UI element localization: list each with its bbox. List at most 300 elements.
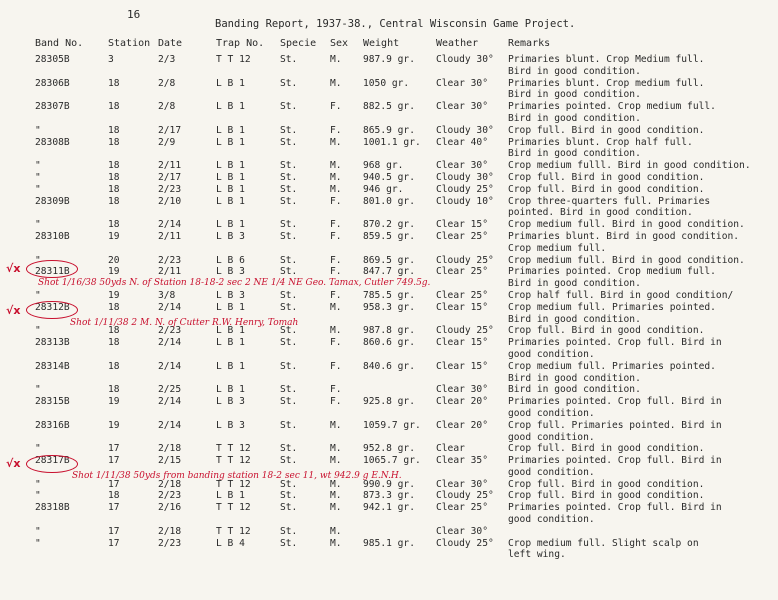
cell-station: 17: [108, 525, 120, 537]
table-row: [0, 113, 778, 125]
cell-station: 19: [108, 419, 120, 431]
cell-weather: Clear 35°: [436, 455, 488, 467]
table-row: [0, 526, 778, 538]
header-sex: Sex: [330, 38, 349, 49]
cell-weather: Cloudy 30°: [436, 171, 494, 183]
cell-weather: Clear 25°: [436, 289, 488, 301]
cell-band-no: ": [35, 124, 41, 136]
cell-band-no: 28310B: [35, 230, 70, 242]
cell-date: 2/18: [158, 525, 182, 537]
cell-weather: Cloudy 30°: [436, 54, 494, 65]
header-weight: Weight: [363, 38, 400, 49]
table-row: [0, 420, 778, 432]
cell-weather: Clear 30°: [436, 101, 488, 113]
cell-trap-no: T T 12: [216, 455, 251, 467]
cell-trap-no: L B 3: [216, 419, 245, 431]
cell-station: 18: [108, 136, 120, 148]
cell-weather: Clear 30°: [436, 478, 488, 490]
cell-station: 20: [108, 254, 120, 266]
cell-trap-no: L B 1: [216, 77, 245, 89]
cell-remarks: Primaries pointed. Crop medium full.: [508, 266, 716, 278]
cell-date: 2/17: [158, 171, 182, 183]
cell-weather: Cloudy 25°: [436, 254, 494, 266]
cell-sex: M.: [330, 455, 342, 467]
cell-remarks: Crop full. Bird in good condition.: [508, 478, 705, 490]
cell-sex: M.: [330, 77, 342, 89]
table-row: [0, 538, 778, 550]
cell-date: 2/11: [158, 230, 182, 242]
header-trap-no: Trap No.: [216, 38, 265, 49]
cell-station: 18: [108, 124, 120, 136]
cell-weight: 859.5 gr.: [363, 230, 415, 242]
cell-weight: 1050 gr.: [363, 77, 410, 89]
cell-weather: Clear 30°: [436, 77, 488, 89]
cell-weight: 785.5 gr.: [363, 289, 415, 301]
cell-sex: M.: [330, 502, 342, 514]
cell-specie: St.: [280, 160, 298, 172]
cell-weight: 1065.7 gr.: [363, 455, 421, 467]
cell-weight: 865.9 gr.: [363, 124, 415, 136]
cell-remarks: good condition.: [508, 407, 595, 419]
cell-specie: St.: [280, 478, 298, 490]
header-weather: Weather: [436, 38, 479, 49]
cell-trap-no: T T 12: [216, 525, 251, 537]
cell-specie: St.: [280, 289, 298, 301]
cell-sex: M.: [330, 419, 342, 431]
cell-specie: St.: [280, 254, 298, 266]
cell-weather: Clear 15°: [436, 360, 488, 372]
table-row: [0, 101, 778, 113]
cell-band-no: ": [35, 443, 41, 455]
cell-trap-no: L B 1: [216, 490, 245, 502]
cell-band-no: ": [35, 478, 41, 490]
cell-station: 18: [108, 219, 120, 231]
cell-date: 2/8: [158, 77, 176, 89]
cell-station: 17: [108, 443, 120, 455]
cell-remarks: Crop full. Bird in good condition.: [508, 443, 705, 455]
cell-weight: 940.5 gr.: [363, 171, 415, 183]
cell-station: 19: [108, 396, 120, 408]
header-remarks: Remarks: [508, 38, 551, 49]
cell-remarks: Crop medium full. Bird in good condition.: [508, 254, 745, 266]
cell-sex: F.: [330, 230, 342, 242]
cell-remarks: Primaries pointed. Crop full. Bird in: [508, 455, 722, 467]
cell-trap-no: L B 1: [216, 160, 245, 172]
cell-remarks: Bird in good condition.: [508, 112, 641, 124]
cell-specie: St.: [280, 502, 298, 514]
cell-weight: 840.6 gr.: [363, 360, 415, 372]
table-row: [0, 349, 778, 361]
cell-remarks: Bird in good condition.: [508, 65, 641, 77]
cell-trap-no: L B 1: [216, 171, 245, 183]
table-row: [0, 184, 778, 196]
cell-specie: St.: [280, 396, 298, 408]
table-row: [0, 54, 778, 66]
cell-station: 18: [108, 101, 120, 113]
cell-remarks: Crop full. Bird in good condition.: [508, 490, 705, 502]
page-title: Banding Report, 1937-38., Central Wisconsin Game Project.: [215, 18, 576, 30]
cell-remarks: left wing.: [508, 549, 566, 561]
cell-weight: 870.2 gr.: [363, 219, 415, 231]
cell-band-no: 28317B: [35, 455, 70, 467]
cell-specie: St.: [280, 525, 298, 537]
cell-weather: Clear 40°: [436, 136, 488, 148]
cell-specie: St.: [280, 195, 298, 207]
cell-remarks: Crop medium fulll. Bird in good condition.: [508, 160, 751, 172]
cell-weight: 1059.7 gr.: [363, 419, 421, 431]
cell-band-no: 28308B: [35, 136, 70, 148]
cell-band-no: ": [35, 384, 41, 396]
cell-station: 17: [108, 502, 120, 514]
table-row: [0, 207, 778, 219]
cell-specie: St.: [280, 77, 298, 89]
cell-weight: 801.0 gr.: [363, 195, 415, 207]
table-row: [0, 148, 778, 160]
cell-specie: St.: [280, 537, 298, 549]
cell-weather: Clear: [436, 443, 465, 455]
page-number: 16: [127, 8, 141, 21]
table-row: [0, 373, 778, 385]
cell-specie: St.: [280, 337, 298, 349]
cell-band-no: 28305B: [35, 54, 70, 65]
cell-date: 3/8: [158, 289, 176, 301]
cell-weight: 942.1 gr.: [363, 502, 415, 514]
cell-weather: Cloudy 25°: [436, 325, 494, 337]
cell-band-no: 28315B: [35, 396, 70, 408]
cell-remarks: good condition.: [508, 348, 595, 360]
cell-remarks: Crop medium full.: [508, 242, 607, 254]
cell-station: 3: [108, 54, 114, 65]
cell-band-no: 28316B: [35, 419, 70, 431]
table-row: [0, 514, 778, 526]
band-circle-28312b: [26, 301, 78, 319]
table-row: [0, 78, 778, 90]
cell-weight: 952.8 gr.: [363, 443, 415, 455]
band-circle-28311b: [26, 260, 78, 278]
cell-trap-no: L B 1: [216, 124, 245, 136]
table-row: [0, 502, 778, 514]
cell-date: 2/15: [158, 455, 182, 467]
cell-date: 2/14: [158, 360, 182, 372]
cell-date: 2/16: [158, 502, 182, 514]
table-row: [0, 172, 778, 184]
cell-remarks: Primaries blunt. Bird in good condition.: [508, 230, 740, 242]
cell-remarks: Crop full. Bird in good condition.: [508, 124, 705, 136]
cell-weight: 873.3 gr.: [363, 490, 415, 502]
table-row: [0, 196, 778, 208]
cell-date: 2/10: [158, 195, 182, 207]
cell-specie: St.: [280, 136, 298, 148]
cell-weight: 946 gr.: [363, 183, 404, 195]
cell-sex: M.: [330, 525, 342, 537]
cell-date: 2/18: [158, 443, 182, 455]
table-row: [0, 302, 778, 314]
cell-remarks: good condition.: [508, 431, 595, 443]
cell-trap-no: L B 6: [216, 254, 245, 266]
cell-sex: M.: [330, 301, 342, 313]
cell-remarks: Bird in good condition.: [508, 278, 641, 290]
cell-specie: St.: [280, 219, 298, 231]
cell-date: 2/14: [158, 219, 182, 231]
cell-specie: St.: [280, 266, 298, 278]
cell-station: 18: [108, 183, 120, 195]
cell-trap-no: T T 12: [216, 443, 251, 455]
cell-specie: St.: [280, 384, 298, 396]
cell-remarks: Primaries blunt. Crop half full.: [508, 136, 693, 148]
cell-date: 2/11: [158, 266, 182, 278]
cell-station: 18: [108, 360, 120, 372]
cell-specie: St.: [280, 183, 298, 195]
cell-trap-no: L B 1: [216, 360, 245, 372]
cell-band-no: ": [35, 490, 41, 502]
cell-station: 18: [108, 160, 120, 172]
cell-date: 2/11: [158, 160, 182, 172]
cell-trap-no: L B 1: [216, 136, 245, 148]
cell-band-no: ": [35, 289, 41, 301]
cell-trap-no: T T 12: [216, 502, 251, 514]
cell-sex: M.: [330, 136, 342, 148]
cell-specie: St.: [280, 490, 298, 502]
handwritten-note-28311b: Shot 1/16/38 50yds N. of Station 18-18-2 sec 2 NE 1/4 NE Geo. Tamax, Cutler 749.5g.: [38, 278, 431, 288]
cell-trap-no: L B 1: [216, 219, 245, 231]
cell-weather: Clear 25°: [436, 502, 488, 514]
cell-trap-no: T T 12: [216, 54, 251, 65]
cell-sex: M.: [330, 183, 342, 195]
cell-weather: Clear 15°: [436, 337, 488, 349]
cell-trap-no: L B 3: [216, 396, 245, 408]
cell-sex: F.: [330, 289, 342, 301]
cell-specie: St.: [280, 54, 298, 65]
cell-specie: St.: [280, 325, 298, 337]
cell-sex: F.: [330, 124, 342, 136]
cell-weight: 990.9 gr.: [363, 478, 415, 490]
cell-weight: 860.6 gr.: [363, 337, 415, 349]
table-row: [0, 490, 778, 502]
cell-station: 18: [108, 337, 120, 349]
cell-sex: F.: [330, 195, 342, 207]
checkmark-annotation: √x: [6, 457, 21, 470]
cell-remarks: Crop half full. Bird in good condition/: [508, 289, 734, 301]
cell-station: 18: [108, 171, 120, 183]
cell-weight: 987.8 gr.: [363, 325, 415, 337]
cell-station: 19: [108, 266, 120, 278]
cell-band-no: ": [35, 183, 41, 195]
cell-remarks: Crop full. Bird in good condition.: [508, 325, 705, 337]
cell-remarks: good condition.: [508, 466, 595, 478]
cell-remarks: Bird in good condition.: [508, 148, 641, 160]
table-row: [0, 231, 778, 243]
cell-weather: Clear 30°: [436, 160, 488, 172]
cell-specie: St.: [280, 101, 298, 113]
cell-trap-no: L B 4: [216, 537, 245, 549]
table-row: [0, 361, 778, 373]
cell-weather: Clear 25°: [436, 230, 488, 242]
cell-specie: St.: [280, 443, 298, 455]
cell-band-no: 28309B: [35, 195, 70, 207]
cell-weight: 925.8 gr.: [363, 396, 415, 408]
cell-weather: Clear 20°: [436, 419, 488, 431]
cell-weather: Clear 30°: [436, 525, 488, 537]
cell-band-no: ": [35, 160, 41, 172]
table-row: [0, 290, 778, 302]
handwritten-note-28317b: Shot 1/11/38 50yds from banding station 18-2 sec 11, wt 942.9 g E.N.H.: [72, 471, 402, 481]
table-row: [0, 255, 778, 267]
header-date: Date: [158, 38, 183, 49]
cell-station: 18: [108, 490, 120, 502]
cell-band-no: 28306B: [35, 77, 70, 89]
cell-weight: 987.9 gr.: [363, 54, 415, 65]
header-specie: Specie: [280, 38, 317, 49]
cell-remarks: Primaries pointed. Crop medium full.: [508, 101, 716, 113]
cell-remarks: Primaries pointed. Crop full. Bird in: [508, 396, 722, 408]
cell-sex: M.: [330, 160, 342, 172]
cell-sex: M.: [330, 478, 342, 490]
cell-trap-no: T T 12: [216, 478, 251, 490]
table-row: [0, 549, 778, 561]
cell-remarks: Bird in good condition.: [508, 313, 641, 325]
header-band-no: Band No.: [35, 38, 84, 49]
cell-weight: 985.1 gr.: [363, 537, 415, 549]
cell-remarks: Crop medium full. Primaries pointed.: [508, 360, 716, 372]
cell-date: 2/23: [158, 490, 182, 502]
cell-weather: Clear 25°: [436, 266, 488, 278]
cell-station: 18: [108, 195, 120, 207]
cell-trap-no: L B 1: [216, 101, 245, 113]
cell-date: 2/23: [158, 537, 182, 549]
cell-station: 19: [108, 289, 120, 301]
cell-station: 19: [108, 230, 120, 242]
cell-station: 18: [108, 384, 120, 396]
cell-date: 2/14: [158, 419, 182, 431]
cell-sex: F.: [330, 254, 342, 266]
cell-trap-no: L B 3: [216, 266, 245, 278]
cell-remarks: Crop full. Primaries pointed. Bird in: [508, 419, 722, 431]
cell-remarks: Bird in good condition.: [508, 89, 641, 101]
cell-date: 2/14: [158, 396, 182, 408]
cell-weather: Clear 30°: [436, 384, 488, 396]
cell-band-no: ": [35, 219, 41, 231]
cell-date: 2/9: [158, 136, 176, 148]
table-row: [0, 337, 778, 349]
cell-band-no: 28312B: [35, 301, 70, 313]
cell-trap-no: L B 1: [216, 325, 245, 337]
table-row: [0, 443, 778, 455]
cell-sex: F.: [330, 384, 342, 396]
cell-trap-no: L B 1: [216, 384, 245, 396]
cell-remarks: Crop full. Bird in good condition.: [508, 171, 705, 183]
checkmark-annotation: √x: [6, 262, 21, 275]
cell-remarks: pointed. Bird in good condition.: [508, 207, 693, 219]
cell-date: 2/17: [158, 124, 182, 136]
cell-trap-no: L B 1: [216, 301, 245, 313]
cell-band-no: ": [35, 525, 41, 537]
cell-station: 17: [108, 478, 120, 490]
cell-band-no: 28314B: [35, 360, 70, 372]
table-row: [0, 125, 778, 137]
cell-sex: M.: [330, 171, 342, 183]
cell-station: 18: [108, 77, 120, 89]
cell-trap-no: L B 3: [216, 230, 245, 242]
cell-band-no: ": [35, 325, 41, 337]
cell-station: 18: [108, 301, 120, 313]
cell-weather: Clear 20°: [436, 396, 488, 408]
table-row: [0, 137, 778, 149]
cell-specie: St.: [280, 230, 298, 242]
cell-remarks: Crop three-quarters full. Primaries: [508, 195, 711, 207]
cell-trap-no: L B 1: [216, 337, 245, 349]
handwritten-note-28312b: Shot 1/11/38 2 M. N. of Cutter R.W. Henry, Tomah: [70, 318, 299, 328]
table-row: [0, 219, 778, 231]
cell-sex: M.: [330, 443, 342, 455]
cell-station: 17: [108, 537, 120, 549]
cell-remarks: Crop medium full. Slight scalp on: [508, 537, 699, 549]
cell-remarks: Bird in good condition.: [508, 372, 641, 384]
cell-sex: F.: [330, 101, 342, 113]
cell-remarks: Primaries pointed. Crop full. Bird in: [508, 502, 722, 514]
cell-date: 2/14: [158, 337, 182, 349]
cell-sex: F.: [330, 266, 342, 278]
cell-weight: 869.5 gr.: [363, 254, 415, 266]
table-row: [0, 384, 778, 396]
table-row: [0, 243, 778, 255]
cell-weather: Cloudy 10°: [436, 195, 494, 207]
cell-weight: 958.3 gr.: [363, 301, 415, 313]
cell-date: 2/23: [158, 183, 182, 195]
cell-weight: 1001.1 gr.: [363, 136, 421, 148]
cell-sex: F.: [330, 219, 342, 231]
cell-remarks: Crop medium full. Primaries pointed.: [508, 301, 716, 313]
cell-date: 2/23: [158, 254, 182, 266]
cell-weather: Cloudy 25°: [436, 183, 494, 195]
cell-band-no: 28318B: [35, 502, 70, 514]
cell-specie: St.: [280, 419, 298, 431]
cell-specie: St.: [280, 455, 298, 467]
cell-remarks: Crop medium full. Bird in good condition.: [508, 219, 745, 231]
cell-trap-no: L B 1: [216, 195, 245, 207]
cell-weight: 968 gr.: [363, 160, 404, 172]
cell-band-no: ": [35, 537, 41, 549]
cell-sex: F.: [330, 337, 342, 349]
cell-sex: M.: [330, 54, 342, 65]
band-circle-28317b: [26, 455, 78, 473]
table-row: [0, 408, 778, 420]
cell-band-no: 28313B: [35, 337, 70, 349]
cell-specie: St.: [280, 301, 298, 313]
table-row: [0, 455, 778, 467]
cell-sex: F.: [330, 396, 342, 408]
cell-weather: Cloudy 25°: [436, 537, 494, 549]
cell-date: 2/3: [158, 54, 176, 65]
header-station: Station: [108, 38, 151, 49]
cell-station: 17: [108, 455, 120, 467]
table-row: [0, 266, 778, 278]
cell-remarks: Primaries pointed. Crop full. Bird in: [508, 337, 722, 349]
cell-date: 2/25: [158, 384, 182, 396]
table-header: [0, 38, 778, 52]
cell-specie: St.: [280, 124, 298, 136]
cell-band-no: 28307B: [35, 101, 70, 113]
cell-band-no: ": [35, 171, 41, 183]
cell-date: 2/23: [158, 325, 182, 337]
cell-date: 2/8: [158, 101, 176, 113]
table-row: [0, 160, 778, 172]
checkmark-annotation: √x: [6, 304, 21, 317]
cell-trap-no: L B 3: [216, 289, 245, 301]
cell-specie: St.: [280, 360, 298, 372]
cell-weather: Clear 15°: [436, 219, 488, 231]
cell-date: 2/14: [158, 301, 182, 313]
banding-table-body: [0, 54, 778, 561]
